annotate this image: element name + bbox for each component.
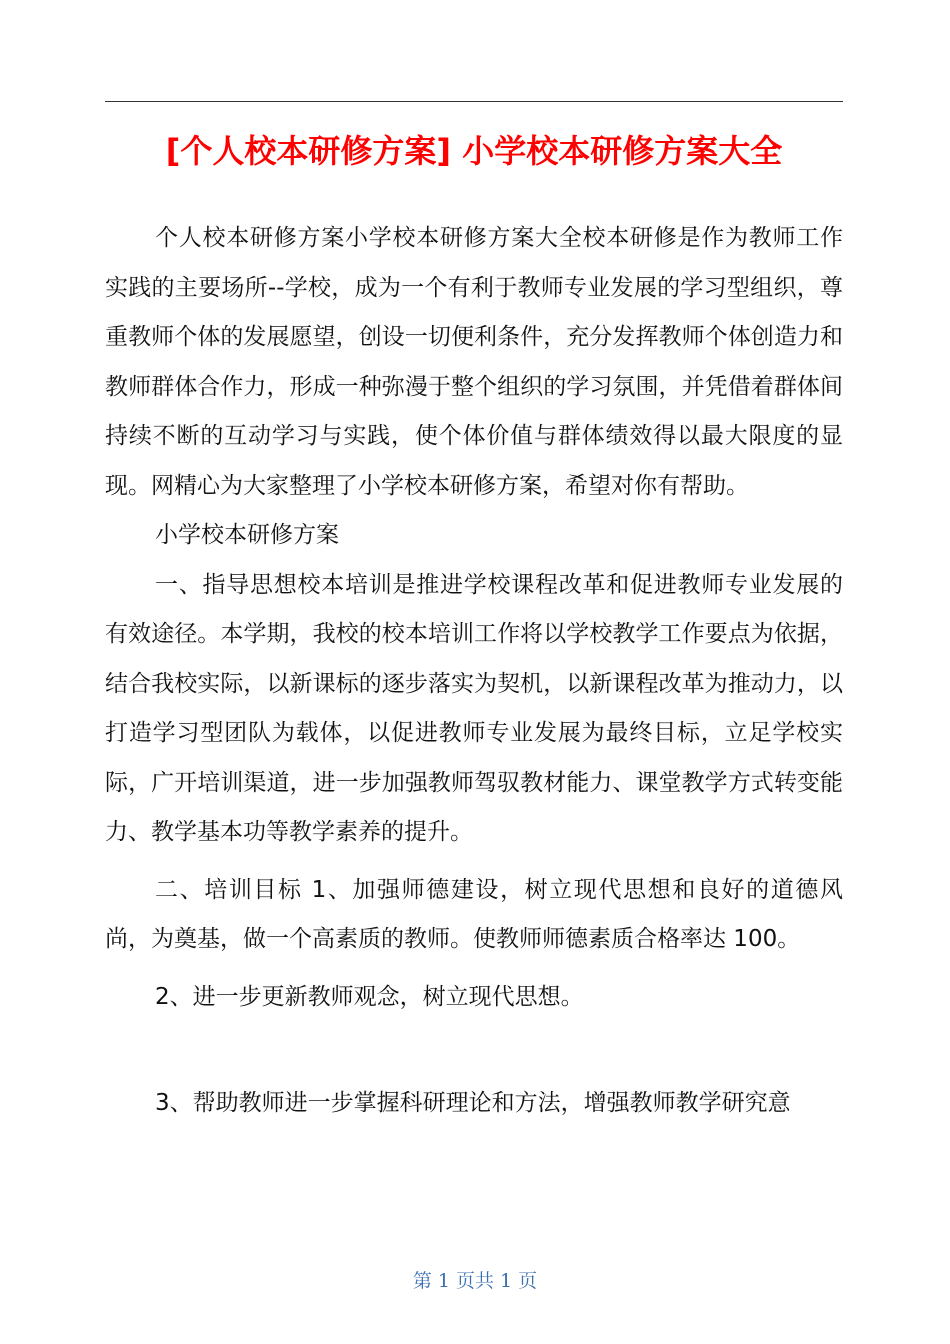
document-title: [个人校本研修方案] 小学校本研修方案大全: [165, 132, 783, 171]
document-body: [105, 214, 843, 1129]
paragraph-training-goals: 二、培训目标 1、加强师德建设，树立现代思想和良好的道德风尚，为奠基，做一个高素质的教师。使教师师德素质合格率达 100。: [105, 876, 843, 952]
header-rule: [105, 101, 843, 102]
paragraph-intro: 个人校本研修方案小学校本研修方案大全校本研修是作为教师工作实践的主要场所--学校，成为一个有利于教师专业发展的学习型组织，尊重教师个体的发展愿望，创设一切便利条件，充分发挥教师个体创造力和教师群体合作力，形成一种弥漫于整个组织的学习氛围，并凭借着群体间持续不断的互动学习与实践，使个体价值与群体绩效得以最大限度的显现。网精心为大家整理了小学校本研修方案，希望对你有帮助。: [105, 225, 843, 499]
paragraph-goal-3: 3、帮助教师进一步掌握科研理论和方法，增强教师教学研究意: [155, 1090, 791, 1116]
page-indicator: 第 1 页共 1 页: [412, 1270, 538, 1292]
paragraph-guiding-ideology: 一、指导思想校本培训是推进学校课程改革和促进教师专业发展的有效途径。本学期，我校的校本培训工作将以学校教学工作要点为依据，结合我校实际，以新课标的逐步落实为契机，以新课程改革为推动力，以打造学习型团队为载体，以促进教师专业发展为最终目标，立足学校实际，广开培训渠道，进一步加强教师驾驭教材能力、课堂教学方式转变能力、教学基本功等教学素养的提升。: [105, 571, 843, 845]
spacer: [105, 858, 843, 866]
spacer: [105, 1022, 843, 1079]
paragraph-goal-2: 2、进一步更新教师观念，树立现代思想。: [155, 983, 584, 1010]
paragraph-heading: 小学校本研修方案: [155, 522, 339, 548]
spacer: [105, 965, 843, 973]
